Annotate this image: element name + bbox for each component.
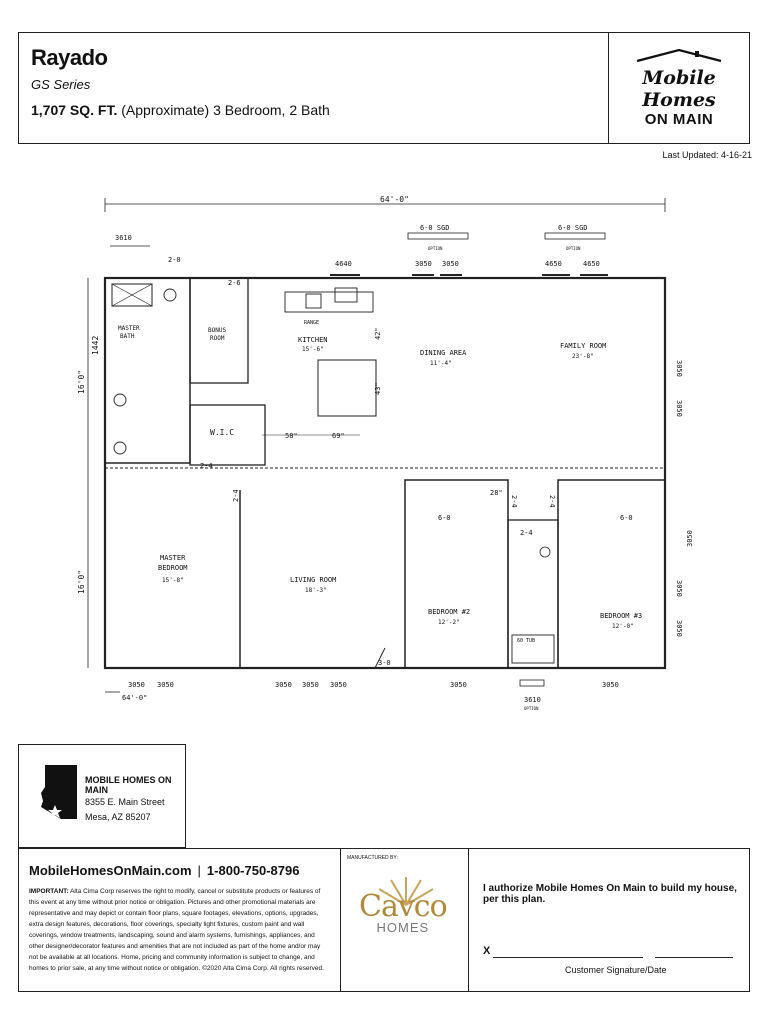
window-4650a: 4650: [545, 260, 562, 268]
house-roof-icon: [633, 48, 725, 62]
manufacturer-section: [341, 849, 469, 991]
tub-label: 60 TUB: [517, 638, 536, 644]
svg-text:ROOM: ROOM: [210, 335, 225, 342]
window-bottom-3610: 3610: [524, 696, 541, 704]
window-3610-top: 3610: [115, 234, 132, 242]
room-family: FAMILY ROOM: [560, 342, 607, 350]
legal-disclaimer: [29, 886, 330, 974]
depth-left-top: 16'0": [77, 369, 86, 394]
dim-58: 58": [285, 432, 298, 440]
dining-dim: 11'-4": [430, 360, 452, 367]
window-right-3050c: 3050: [675, 580, 683, 597]
contact-section: [19, 849, 341, 991]
contact-line: MobileHomesOnMain.com | 1-800-750-8796: [29, 863, 300, 878]
dealer-name: MOBILE HOMES ON MAIN: [85, 775, 172, 795]
window-bottom-option: OPTION: [524, 706, 539, 711]
location-box: [18, 744, 186, 848]
window-bottom-g: 3050: [602, 681, 619, 689]
legal-bold: IMPORTANT:: [29, 888, 69, 895]
footer: [18, 744, 750, 992]
option-label-1: OPTION: [428, 246, 443, 251]
window-4640: 4640: [335, 260, 352, 268]
window-bottom-c: 3050: [275, 681, 292, 689]
arizona-map-icon: [39, 763, 79, 821]
window-4650b: 4650: [583, 260, 600, 268]
window-bottom-e: 3050: [330, 681, 347, 689]
page-title: Rayado: [31, 45, 108, 70]
sqft-line: [31, 102, 596, 118]
dealer-address: [85, 795, 165, 825]
logo-line1: Mobile Homes: [642, 67, 716, 111]
room-dining: DINING AREA: [420, 349, 467, 357]
closet-6-0b: 6-0: [620, 514, 633, 522]
room-kitchen: KITCHEN: [298, 336, 328, 344]
kitchen-dim: 15'-6": [302, 346, 324, 353]
signature-label: Customer Signature/Date: [565, 965, 667, 975]
window-2-0: 2-0: [168, 256, 181, 264]
room-wic: W.I.C: [210, 428, 235, 437]
info-box: [18, 848, 750, 992]
overall-width-top: 64'-0": [380, 195, 409, 204]
door-2-4-master: 2-4: [232, 489, 240, 502]
sqft-rest: (Approximate) 3 Bedroom, 2 Bath: [121, 102, 330, 118]
window-right-3050b: 3050: [675, 400, 683, 417]
cavco-brand-sub: HOMES: [376, 920, 430, 935]
manufacturer-label: MANUFACTURED BY:: [347, 855, 398, 861]
bed2-dim: 12'-2": [438, 619, 460, 626]
sgd-1: 6-0 SGD: [420, 224, 450, 232]
window-bottom-b: 3050: [157, 681, 174, 689]
header-info: [19, 33, 609, 143]
window-right-3050d: 3050: [675, 620, 683, 637]
cavco-logo: [359, 889, 447, 935]
room-bonus: BONUS: [208, 327, 227, 334]
window-3050b: 3050: [442, 260, 459, 268]
closet-6-0a: 6-0: [438, 514, 451, 522]
living-dim: 18'-3": [305, 587, 327, 594]
door-2-4-d: 2-4: [548, 495, 556, 508]
front-door-3-0: 3-0: [378, 659, 391, 667]
series-label: GS Series: [31, 77, 91, 92]
header-box: [18, 32, 750, 144]
signature-section: [469, 849, 749, 991]
last-updated: Last Updated: 4-16-21: [662, 150, 752, 160]
window-2-6: 2-6: [228, 279, 241, 287]
door-2-4-c: 2-4: [510, 495, 518, 508]
website-link[interactable]: MobileHomesOnMain.com: [29, 863, 192, 878]
family-dim: 23'-8": [572, 353, 594, 360]
dim-43: 43": [374, 382, 382, 395]
dealer-city: Mesa, AZ 85207: [85, 812, 151, 822]
dim-69: 69": [332, 432, 345, 440]
room-master-bath: MASTER: [118, 325, 140, 332]
signature-x: X: [483, 945, 491, 957]
phone-number[interactable]: 1-800-750-8796: [206, 863, 300, 878]
cavco-brand: Cavco: [359, 889, 447, 924]
door-2-4-e: 2-4: [200, 462, 213, 470]
window-bottom-d: 3050: [302, 681, 319, 689]
bed3-dim: 12'-0": [612, 623, 634, 630]
floor-plan: [77, 190, 700, 720]
window-right-3050a: 3050: [675, 360, 683, 377]
window-right-3050e: 3050: [686, 530, 694, 547]
header-logo: [609, 33, 749, 143]
depth-left-bottom: 16'0": [77, 569, 86, 594]
room-master-bed: MASTER: [160, 554, 186, 562]
range-label: RANGE: [304, 320, 320, 326]
dim-28: 28": [490, 489, 503, 497]
window-bottom-f: 3050: [450, 681, 467, 689]
signature-line[interactable]: [493, 957, 643, 958]
svg-text:BEDROOM: BEDROOM: [158, 564, 188, 572]
window-bottom-a: 3050: [128, 681, 145, 689]
room-living: LIVING ROOM: [290, 576, 337, 584]
date-line[interactable]: [655, 957, 733, 958]
floor-plan-drawing: [77, 190, 700, 720]
window-3050a: 3050: [415, 260, 432, 268]
master-bed-dim: 15'-8": [162, 577, 184, 584]
dim-42: 42": [374, 327, 382, 340]
exterior-wall: [105, 278, 665, 668]
room-bed2: BEDROOM #2: [428, 608, 471, 616]
sqft-value: 1,707 SQ. FT.: [31, 102, 118, 118]
sgd-2: 6-0 SGD: [558, 224, 588, 232]
dealer-street: 8355 E. Main Street: [85, 797, 165, 807]
room-bed3: BEDROOM #3: [600, 612, 643, 620]
door-2-4-bath: 2-4: [520, 529, 533, 537]
overall-width-bottom: 64'-0": [122, 694, 148, 702]
dim-1442: 1442: [91, 335, 100, 355]
svg-text:BATH: BATH: [120, 333, 135, 340]
legal-text: Alta Cima Corp reserves the right to modify, cancel or substitute products or features of this event at any time without prior notice or obligation. Pictures and other promotional materials are representative and may depict or contain floor plans, square footages, elevations, options, upgrades, extra design features, decorations, floor coverings, specialty light fixtures, custom paint and wall coverings, window treatments, landscaping, sound and alarm systems, furnishings, appliances, and other designer/decorator features and amenities that are not included as part of the home and/or may not be available at all locations. Home, pricing and community information is subject to change, and homes to prior sale, at any time without notice or obligation. ©2020 Alta Cima Corp. All rights reserved.: [29, 888, 324, 972]
authorize-text: I authorize Mobile Homes On Main to build my house, per this plan.: [483, 883, 737, 905]
option-label-2: OPTION: [566, 246, 581, 251]
brand-logo: [609, 48, 749, 128]
logo-line2: ON MAIN: [644, 111, 714, 128]
